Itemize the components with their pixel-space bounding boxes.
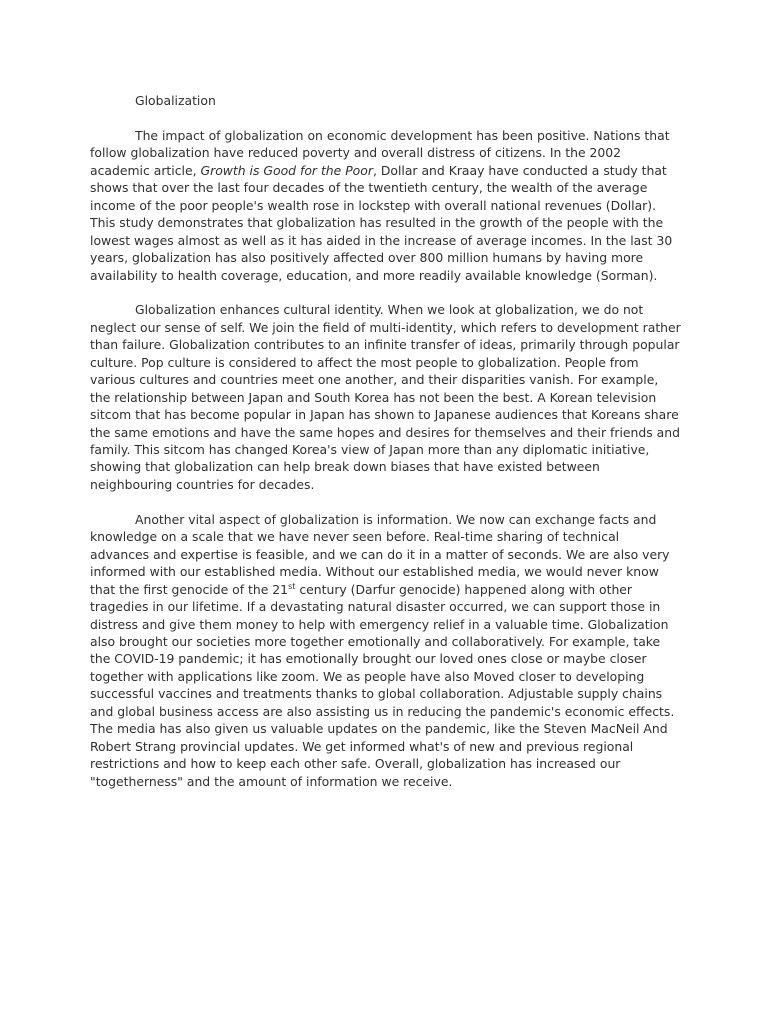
paragraph-text: century (Darfur genocide) happened along with other tragedies in our lifetime. If a devastating natural disaster occurred, we can support those in distress and give them money to help with emergency relief in a valuable time. Globalization also brought our societies more together emotionally and collaboratively. For example, take the COVID-19 pandemic; it has emotionally brought our loved ones close or maybe closer together with applications like zoom. We as people have also Moved closer to developing successful vaccines and treatments thanks to global collaboration. Adjustable supply chains and global business access are also assisting us in reducing the pandemic's economic effects. The media has also given us valuable updates on the pandemic, like the Steven MacNeil And Robert Strang provincial updates. We get informed what's of new and previous regional restrictions and how to keep each other safe. Overall, globalization has increased our "togetherness" and the amount of information we receive. — [90, 581, 675, 789]
article-title-italic: Growth is Good for the Poor — [200, 162, 373, 178]
ordinal-superscript: st — [288, 581, 296, 591]
document-page — [90, 92, 682, 808]
paragraph-text: , Dollar and Kraay have conducted a study that shows that over the last four decades of the twentieth century, the wealth of the average income of the poor people's wealth rose in lockstep with overall national revenues (Dollar). This study demonstrates that globalization has resulted in the growth of the people with the lowest wages almost as well as it has aided in the increase of average incomes. In the last 30 years, globalization has also positively affected over 800 million humans by having more availability to health coverage, education, and more readily available knowledge (Sorman). — [90, 162, 673, 283]
paragraph-text: The impact of globalization on economic development has been positive. Nations that follow globalization have reduced poverty and overall distress of citizens. In the 2002 academic article, — [90, 127, 670, 178]
document-title: Globalization — [135, 93, 216, 108]
paragraph-cultural-identity — [90, 301, 682, 493]
paragraph-text: Globalization enhances cultural identity. When we look at globalization, we do not neglect our sense of self. We join the field of multi-identity, which refers to development rather than failure. Globalization contributes to an infinite transfer of ideas, primarily through popular culture. Pop culture is considered to affect the most people to globalization. People from various cultures and countries meet one another, and their disparities vanish. For example, the relationship between Japan and South Korea has not been the best. A Korean television sitcom that has become popular in Japan has shown to Japanese audiences that Koreans share the same emotions and have the same hopes and desires for themselves and their friends and family. This sitcom has changed Korea's view of Japan more than any diplomatic initiative, showing that globalization can help break down biases that have existed between neighbouring countries for decades. — [90, 302, 681, 492]
paragraph-information — [90, 511, 682, 790]
paragraph-text: Another vital aspect of globalization is information. We now can exchange facts and knowledge on a scale that we have never seen before. Real-time sharing of technical advances and expertise is feasible, and we can do it in a matter of seconds. We are also very informed with our established media. Without our established media, we would never know that the first genocide of the 21 — [90, 511, 670, 597]
paragraph-economic-development — [90, 127, 682, 284]
